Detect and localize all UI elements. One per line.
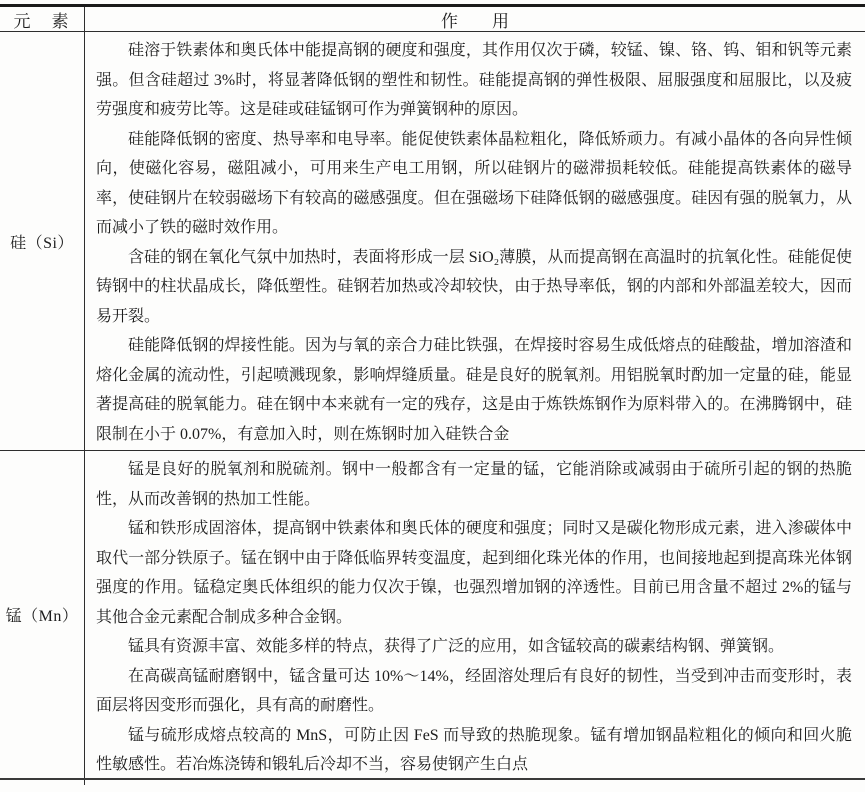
next-row-stub <box>0 780 865 785</box>
table-row-silicon <box>0 32 865 451</box>
header-effect-column: 作 用 <box>441 11 509 31</box>
header-element-column: 元 素 <box>0 7 85 31</box>
paragraph: 硅溶于铁素体和奥氏体中能提高钢的硬度和强度，其作用仅次于磷，较锰、镍、铬、钨、钼和钒等元素强。但含硅超过 3%时，将显著降低钢的塑性和韧性。硅能提高钢的弹性极限、屈服强度和屈服比，以及疲劳强度和疲劳比等。这是硅或硅锰钢可作为弹簧钢种的原因。 <box>96 42 852 118</box>
table-row-manganese <box>0 451 865 780</box>
paragraph: 锰是良好的脱氧剂和脱硫剂。钢中一般都含有一定量的锰，它能消除或减弱由于硫所引起的钢的热脆性，从而改善钢的热加工性能。 <box>96 461 852 508</box>
effect-text-mn <box>85 451 865 778</box>
table-header-row <box>0 7 865 32</box>
paragraph: 硅能降低钢的密度、热导率和电导率。能促使铁素体晶粒粗化，降低矫顽力。有减小晶体的各向异性倾向，使磁化容易，磁阻减小，可用来生产电工用钢，所以硅钢片的磁滞损耗较低。硅能提高铁素体的磁导率，使硅钢片在较弱磁场下有较高的磁感强度。但在强磁场下硅降低钢的磁感强度。硅因有强的脱氧力，从而减小了铁的磁时效作用。 <box>96 130 852 236</box>
elements-effects-table <box>0 4 865 785</box>
element-label-mn: 锰（Mn） <box>0 451 85 778</box>
paragraph: 含硅的钢在氧化气氛中加热时，表面将形成一层 SiO₂薄膜，从而提高钢在高温时的抗氧化性。硅能促使铸钢中的柱状晶成长，降低塑性。硅钢若加热或冷却较快，由于热导率低，钢的内部和外部温差较大，因而易开裂。 <box>96 248 852 325</box>
paragraph: 硅能降低钢的焊接性能。因为与氧的亲合力硅比铁强，在焊接时容易生成低熔点的硅酸盐，增加溶渣和熔化金属的流动性，引起喷溅现象，影响焊缝质量。硅是良好的脱氧剂。用铝脱氧时酌加一定量的硅，能显著提高硅的脱氧能力。硅在钢中本来就有一定的残存，这是由于炼铁炼钢作为原料带入的。在沸腾钢中，硅限制在小于 0.07%，有意加入时，则在炼钢时加入硅铁合金 <box>96 337 852 443</box>
paragraph: 锰和铁形成固溶体，提高钢中铁素体和奥氏体的硬度和强度；同时又是碳化物形成元素，进入渗碳体中取代一部分铁原子。锰在钢中由于降低临界转变温度，起到细化珠光体的作用，也间接地起到提高珠光体钢强度的作用。锰稳定奥氏体组织的能力仅次于镍，也强烈增加钢的淬透性。目前已用含量不超过 2%的锰与其他合金元素配合制成多种合金钢。 <box>96 520 852 626</box>
effect-text-si <box>85 32 865 450</box>
next-row-effect-cell-stub <box>85 780 865 785</box>
paragraph: 锰具有资源丰富、效能多样的特点，获得了广泛的应用，如含锰较高的碳素结构钢、弹簧钢。 <box>128 638 785 655</box>
paragraph: 在高碳高锰耐磨钢中，锰含量可达 10%～14%，经固溶处理后有良好的韧性，当受到冲击而变形时，表面层将因变形而强化，具有高的耐磨性。 <box>96 667 852 714</box>
next-row-element-cell-stub <box>0 780 85 785</box>
paragraph: 锰与硫形成熔点较高的 MnS，可防止因 FeS 而导致的热脆现象。锰有增加钢晶粒粗化的倾向和回火脆性敏感性。若冶炼浇铸和锻轧后冷却不当，容易使钢产生白点 <box>96 726 852 773</box>
element-label-si: 硅（Si） <box>0 32 85 450</box>
